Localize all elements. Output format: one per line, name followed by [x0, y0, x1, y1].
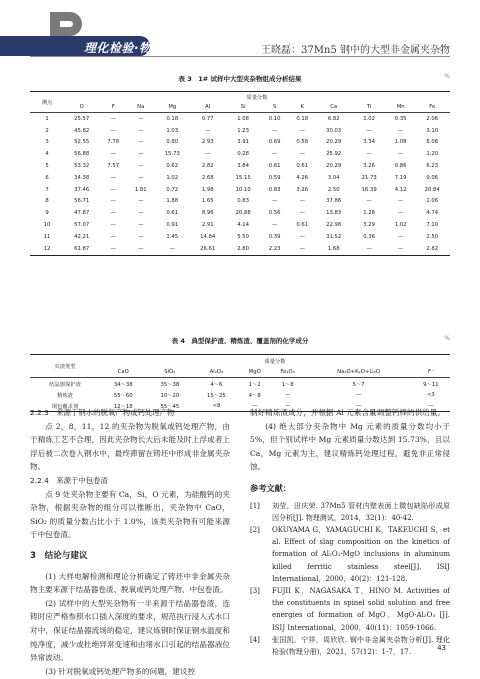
table-cell: 9: [45, 210, 49, 217]
table-cell: —: [110, 186, 116, 193]
table-cell: 9.06: [426, 174, 439, 181]
table-cell: —: [412, 400, 450, 412]
table-row: [30, 125, 450, 137]
table-cell: —: [305, 400, 411, 412]
table-cell: 1.98: [201, 186, 214, 193]
table-cell: 精炼渣: [57, 392, 73, 399]
table-row: [30, 219, 450, 231]
table-cell: 3.26: [363, 163, 376, 170]
table-cell: 4.26: [296, 174, 309, 181]
table3: [30, 91, 450, 256]
table-cell: —: [138, 210, 144, 217]
table-cell: 20.29: [326, 139, 342, 146]
table-cell: 30.03: [326, 127, 342, 134]
table-cell: —: [138, 115, 144, 122]
table-cell: 0.56: [268, 210, 281, 217]
table-cell: 47.87: [74, 210, 90, 217]
table-cell: —: [127, 243, 155, 255]
table-cell: 0.35: [394, 115, 407, 122]
table-cell: 3.10: [426, 127, 439, 134]
table-cell: —: [299, 210, 305, 217]
table-cell: —: [398, 210, 404, 217]
reference-text: OKUYAMA G，YAMAGUCHI K，TAKEUCHI S，et al. Effect of slag composition on the kinetics of formation of Al₂O₃·MgO inclusions in aluminum killed ferritic stainless steel[J]. ISIJ International，2000，40(2)：121-128.: [272, 525, 450, 583]
reference-number: [3]: [250, 586, 260, 595]
table-cell: —: [138, 198, 144, 205]
table-cell: 7.57: [107, 163, 120, 170]
conclusion-3: (3) 针对脱氧或钙处理产物多的问题，建议控: [45, 666, 196, 676]
reference-item: [250, 585, 450, 634]
table-cell: 37.46: [74, 186, 90, 193]
table-cell: 15.15: [235, 174, 251, 181]
table3-stub: 测点: [30, 92, 64, 113]
table-cell: —: [138, 163, 144, 170]
journal-name: 理化检验·物理分册: [84, 41, 190, 55]
table3-column-header: Ti: [351, 102, 386, 113]
table-cell: 6.06: [426, 139, 439, 146]
table-cell: 4.14: [237, 222, 250, 229]
table4-column-header: Na₂O+K₂O+Li₂O: [305, 366, 411, 378]
table-cell: 7.10: [426, 222, 439, 229]
table-cell: 1.88: [166, 198, 179, 205]
table-cell: 2.50: [426, 233, 439, 240]
table-cell: —: [387, 243, 415, 255]
table-cell: —: [138, 139, 144, 146]
page-header: [0, 0, 480, 62]
subsection-2-2-3: 2.2.3 来源于钢水的脱氧产物或钙处理产物: [30, 408, 175, 417]
table-cell: 1.20: [426, 151, 439, 158]
table-cell: 14.84: [200, 233, 216, 240]
table-cell: 20.84: [424, 186, 440, 193]
table-cell: 11: [43, 233, 51, 240]
table-cell: <8: [193, 400, 240, 412]
table-cell: 57.07: [74, 222, 90, 229]
table-cell: 6: [45, 174, 49, 181]
table-cell: 34.38: [74, 174, 90, 181]
table-cell: 0.61: [296, 222, 309, 229]
paragraph: 点 9 处夹杂物主要有 Ca，Si，O 元素，为硅酸钙的夹杂物，根据夹杂物的组分可以推断出，夹杂物中 CaO，SiO₂ 的质量分数占比小于 1.0%，该类夹杂物有可能来源于中包卷渣。: [30, 489, 230, 540]
table-cell: —: [272, 198, 278, 205]
table-row: [30, 184, 450, 196]
table-cell: —: [299, 198, 305, 205]
table-cell: 1.23: [237, 127, 250, 134]
table-row: [30, 207, 450, 219]
table-cell: —: [270, 400, 306, 412]
table-cell: 1.06: [426, 198, 439, 205]
table-cell: —: [299, 151, 305, 158]
table-cell: 5.50: [237, 233, 250, 240]
table-cell: 20.29: [326, 163, 342, 170]
reference-text: 刘莹，田庆荣. 37Mn5 管材内壁表面上微包缺陷形成原因分析[J]. 物理测试，2014，32(1)：40-42.: [272, 501, 450, 522]
table-cell: 56.88: [74, 151, 90, 158]
table-cell: 1～8: [281, 381, 294, 388]
table3-column-header: S: [261, 102, 289, 113]
table-cell: —: [284, 391, 291, 398]
table-row: [30, 389, 450, 400]
table-cell: 1.45: [166, 233, 179, 240]
table-row: [30, 160, 450, 172]
reference-number: [1]: [250, 501, 260, 510]
table-cell: —: [138, 127, 144, 134]
table-row: [30, 243, 450, 255]
table-cell: 25.92: [326, 151, 342, 158]
table-cell: 6.82: [327, 115, 340, 122]
table-cell: 7: [45, 186, 49, 193]
table-cell: —: [138, 233, 144, 240]
table4-caption: 表 4 典型保护渣、精炼渣、覆盖剂的化学成分: [171, 337, 309, 345]
reference-text: FUJII K，NAGASAKA T，HINO M. Activities of the constituents in spinel solid solution and free energies of formation of MgO，MgO·Al₂O₃ [J]. ISIJ International，2000，40(11)：1059-1066.: [272, 586, 450, 632]
table-cell: —: [110, 233, 116, 240]
reference-number: [4]: [250, 635, 260, 644]
table-cell: 2.06: [426, 115, 439, 122]
table3-column-header: Mg: [155, 102, 190, 113]
table-cell: 22.98: [326, 222, 342, 229]
table-cell: 12: [30, 243, 64, 255]
table3-column-header: Na: [127, 102, 155, 113]
table-cell: 12～18: [100, 400, 147, 412]
table-cell: 1.81: [134, 186, 147, 193]
table-cell: 10: [43, 222, 51, 229]
table-cell: —: [110, 198, 116, 205]
table-cell: 10.10: [235, 186, 251, 193]
table-cell: 35～38: [160, 381, 180, 388]
reference-list: [250, 500, 450, 659]
table-cell: 1.65: [201, 198, 214, 205]
table-cell: 0.69: [268, 139, 281, 146]
table-cell: —: [110, 174, 116, 181]
table-cell: —: [398, 127, 404, 134]
table-cell: —: [272, 222, 278, 229]
table-cell: 25.57: [74, 115, 90, 122]
table3-column-header: Ca: [316, 102, 351, 113]
table-cell: 0.28: [237, 151, 250, 158]
table-cell: 2.82: [201, 163, 214, 170]
conclusion-1: (1) 大样电解检测和理论分析确定了铸坯中非金属夹杂物主要来源于结晶器卷渣、脱氧或钙处理产物、中包卷渣。: [30, 571, 230, 595]
table-cell: —: [110, 210, 116, 217]
table4-column-header: Al₂O₃: [193, 366, 240, 378]
table3-unit: %: [444, 73, 450, 80]
table4-unit: %: [444, 335, 450, 342]
page-number: 43: [437, 644, 446, 652]
table-cell: —: [366, 198, 372, 205]
table-cell: 13.83: [326, 210, 342, 217]
table-cell: 2.91: [201, 222, 214, 229]
table-cell: 0.10: [268, 115, 281, 122]
table-cell: 20.88: [235, 210, 251, 217]
table-row: [30, 172, 450, 184]
table-cell: 15～25: [207, 392, 226, 399]
table3-column-header: Mn: [387, 102, 415, 113]
table4-column-header: MgO: [240, 366, 270, 378]
table-row: [30, 137, 450, 149]
table-cell: 37.86: [326, 198, 342, 205]
table-cell: 1.03: [166, 127, 179, 134]
table-cell: —: [366, 151, 372, 158]
table-cell: 0.59: [268, 174, 281, 181]
table-cell: —: [299, 233, 305, 240]
reference-item: [250, 524, 450, 585]
table3-column-header: F: [99, 102, 127, 113]
conclusion-4: (4) 绝大部分夹杂物中 Mg 元素的质量分数均小于 5%，但个别试样中 Mg 元素质量分数达到 15.73%，且以 Ca，Mg 元素为主，建议精炼钙处理过程，避免非正常侵蚀。: [250, 421, 450, 472]
table-cell: 8.96: [201, 210, 214, 217]
table-cell: 31.52: [326, 233, 342, 240]
table-cell: 1～2: [248, 381, 261, 388]
table-cell: —: [398, 233, 404, 240]
table-cell: —: [351, 243, 386, 255]
table-cell: 56.71: [74, 198, 90, 205]
reference-number: [2]: [250, 525, 260, 534]
table-cell: 5: [45, 163, 49, 170]
table-cell: 2.23: [261, 243, 289, 255]
table4-column-header: Fe₂O₃: [270, 366, 306, 378]
table-cell: 3.91: [237, 139, 250, 146]
table-cell: 0.39: [268, 233, 281, 240]
table-cell: 0.18: [296, 115, 309, 122]
table-cell: 7.78: [107, 139, 120, 146]
table-cell: —: [240, 400, 270, 412]
table-row: [30, 378, 450, 390]
table-cell: —: [110, 151, 116, 158]
table-cell: 0.36: [363, 233, 376, 240]
reference-item: [250, 500, 450, 524]
table-cell: 2.93: [201, 139, 214, 146]
table-row: [30, 113, 450, 125]
table-cell: 1.68: [316, 243, 351, 255]
table-cell: —: [99, 243, 127, 255]
table-cell: 0.62: [166, 163, 179, 170]
table3-column-header: Fe: [414, 102, 450, 113]
table-cell: —: [299, 127, 305, 134]
running-title: 王晓磊：37Mn5 钢中的大型非金属夹杂物: [261, 45, 450, 56]
table-cell: —: [155, 243, 190, 255]
table-cell: —: [398, 198, 404, 205]
table-cell: 0.83: [237, 198, 250, 205]
table-cell: —: [205, 151, 211, 158]
section-3-heading: 3 结论与建议: [30, 550, 88, 561]
table-cell: 0.83: [268, 186, 281, 193]
table-cell: 2.80: [225, 243, 260, 255]
paragraph: 点 2，8，11，12 的夹杂物为脱氧或钙处理产物，由于精炼工艺不合理，因此夹杂物长大后未能及时上浮或者上浮后被二次卷入钢水中，最终滞留在铸坯中形成非金属夹杂物。: [30, 421, 230, 472]
table-row: [30, 196, 450, 208]
right-column: [250, 406, 450, 658]
table4-column-header: CaO: [100, 366, 147, 378]
reference-item: [250, 634, 450, 658]
table-cell: 1.08: [394, 139, 407, 146]
table4-stub: 夹渣类型: [30, 355, 100, 378]
table-cell: 4: [45, 151, 49, 158]
table-cell: —: [110, 127, 116, 134]
references-title: 参考文献：: [250, 482, 291, 493]
table-cell: 8: [45, 198, 49, 205]
table-cell: 55～45: [147, 400, 194, 412]
table4-group-header: 质量分数: [100, 355, 450, 367]
table-cell: 1.02: [363, 115, 376, 122]
table-cell: 2: [45, 127, 49, 134]
table-cell: 16.39: [361, 186, 377, 193]
table-cell: 15.73: [164, 151, 180, 158]
table-cell: 2.68: [201, 174, 214, 181]
reference-text: 张国凯，宁祥，周欣欣. 钢中非金属夹杂物分析[J]. 理化检验(物理分册)，2021，57(12)：1-7，17.: [272, 635, 450, 656]
table-cell: 55～60: [113, 392, 133, 399]
table-cell: 34～38: [113, 381, 133, 388]
table-cell: 2.50: [327, 186, 340, 193]
table-cell: 0.72: [166, 186, 179, 193]
table-cell: 21.73: [361, 174, 377, 181]
table-cell: 0.77: [201, 115, 214, 122]
table-cell: —: [138, 174, 144, 181]
table-cell: 4.74: [426, 210, 439, 217]
table-cell: —: [272, 151, 278, 158]
table-cell: 53.32: [74, 163, 90, 170]
table-cell: 52.55: [74, 139, 90, 146]
table-cell: 0.80: [166, 139, 179, 146]
table-cell: 钢包覆盖剂: [30, 400, 100, 412]
table-cell: 0.18: [166, 115, 179, 122]
table-cell: 42.21: [74, 233, 90, 240]
table-cell: —: [398, 151, 404, 158]
table-cell: 0.61: [166, 210, 179, 217]
table-cell: 61.87: [64, 243, 99, 255]
table-cell: 0.58: [296, 139, 309, 146]
table3-column-header: Al: [190, 102, 225, 113]
table3-group-header: 质量分数: [64, 92, 450, 103]
table-cell: —: [110, 222, 116, 229]
table-cell: 结晶器保护渣: [49, 381, 81, 388]
table-cell: 9～11: [423, 381, 439, 388]
table-cell: 1.28: [363, 210, 376, 217]
table-cell: —: [138, 222, 144, 229]
header-rule: [30, 56, 450, 57]
table-cell: —: [110, 115, 116, 122]
table-cell: 4～8: [248, 392, 261, 399]
table3-column-header: O: [64, 102, 99, 113]
table-cell: —: [355, 391, 362, 398]
table3-column-header: Si: [225, 102, 260, 113]
table-row: [30, 231, 450, 243]
table-row: [30, 148, 450, 160]
table-cell: 1: [45, 115, 49, 122]
table3-column-header: K: [288, 102, 316, 113]
paragraph: 制好精炼渣成分，并根据 Al 元素含量调整钙棒的供给量。: [250, 408, 445, 417]
table-cell: 3.84: [237, 163, 250, 170]
table-cell: 3.34: [363, 139, 376, 146]
table-cell: <3: [426, 391, 435, 398]
table-cell: 3.04: [327, 174, 340, 181]
table-cell: 1.08: [237, 115, 250, 122]
table-cell: 3: [45, 139, 49, 146]
subsection-2-2-4: 2.2.4 来源于中包卷渣: [30, 475, 108, 485]
table-cell: 7.19: [394, 174, 407, 181]
table4-column-header: F⁻: [412, 366, 450, 378]
table-cell: 4.12: [394, 186, 407, 193]
table-cell: 0.61: [268, 163, 281, 170]
table4: [30, 354, 450, 412]
table-cell: 0.91: [166, 222, 179, 229]
table-cell: 10～20: [160, 392, 180, 399]
table-cell: 2.82: [414, 243, 450, 255]
table-cell: —: [205, 127, 211, 134]
table-cell: —: [288, 243, 316, 255]
table-cell: 3.29: [363, 222, 376, 229]
left-column: [30, 406, 230, 678]
table-cell: —: [366, 127, 372, 134]
table-cell: 45.82: [74, 127, 90, 134]
table-cell: —: [138, 151, 144, 158]
table-cell: 4～6: [210, 381, 223, 388]
table-cell: 1.02: [166, 174, 179, 181]
table-cell: 1.02: [394, 222, 407, 229]
table-cell: 0.86: [394, 163, 407, 170]
table-cell: —: [272, 127, 278, 134]
table-cell: 5～7: [352, 381, 365, 388]
conclusion-2: (2) 试样中的大型夹杂物有一半来源于结晶器卷渣，连铸时应严格参照水口插入深度的要求，规范执行浸入式水口对中，保证结晶器流场的稳定，建议炼钢时保证钢水温度和纯净度，减少或杜绝异常变速和由堵水口引起的结晶器液位异常波动。: [30, 598, 230, 663]
table-cell: 0.61: [296, 163, 309, 170]
table3-caption: 表 3 1# 试样中大型夹杂物组成分析结果: [178, 75, 302, 83]
table-cell: 26.61: [190, 243, 225, 255]
table-cell: 3.26: [296, 186, 309, 193]
table-cell: 6.23: [426, 163, 439, 170]
table4-column-header: SiO₂: [147, 366, 194, 378]
